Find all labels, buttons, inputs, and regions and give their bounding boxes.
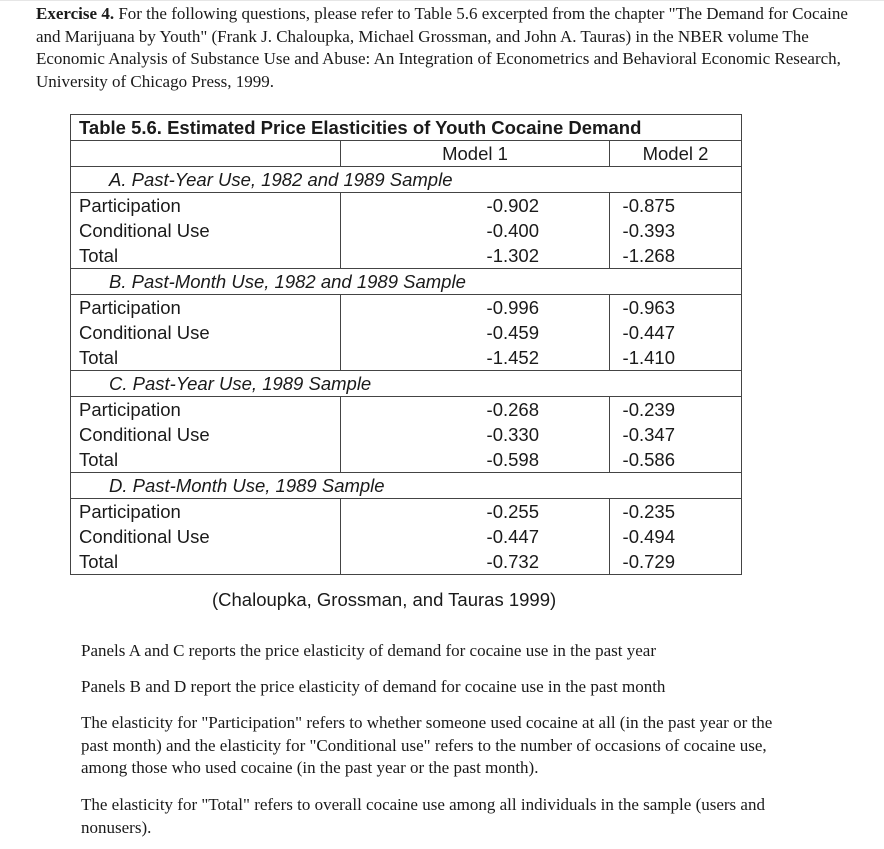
- row-label: Total: [71, 447, 341, 473]
- table-row: [71, 295, 742, 321]
- table-row: [71, 345, 742, 371]
- model-2-value: -1.268: [610, 243, 742, 269]
- model-2-value: -0.393: [610, 218, 742, 243]
- model-2-value: -0.729: [610, 549, 742, 575]
- table-source: (Chaloupka, Grossman, and Tauras 1999): [212, 589, 557, 610]
- row-label: Conditional Use: [71, 422, 341, 447]
- row-label: Participation: [71, 193, 341, 219]
- row-label: Participation: [71, 295, 341, 321]
- top-divider: [0, 0, 884, 1]
- section-row: [71, 473, 742, 499]
- model-1-value: -1.452: [341, 345, 610, 371]
- row-label: Participation: [71, 397, 341, 423]
- model-1-value: -0.330: [341, 422, 610, 447]
- exercise-intro: [36, 3, 856, 93]
- model-2-value: -0.239: [610, 397, 742, 423]
- model-2-value: -0.494: [610, 524, 742, 549]
- note-panels-b-d: Panels B and D report the price elasticity of demand for cocaine use in the past month: [81, 677, 666, 696]
- model-1-value: -1.302: [341, 243, 610, 269]
- section-label: D. Past-Month Use, 1989 Sample: [71, 473, 742, 499]
- model-1-value: -0.459: [341, 320, 610, 345]
- model-2-value: -0.447: [610, 320, 742, 345]
- table-row: [71, 397, 742, 423]
- model-2-value: -0.875: [610, 193, 742, 219]
- row-label: Conditional Use: [71, 524, 341, 549]
- exercise-text: For the following questions, please refer to Table 5.6 excerpted from the chapter "The Demand for Cocaine and Marijuana by Youth" (Frank J. Chaloupka, Michael Grossman, and John A. Tauras) in the NBER volume The Economic Analysis of Substance Use and Abuse: An Integration of Econometrics and Behavioral Economic Research, University of Chicago Press, 1999.: [36, 4, 848, 91]
- model-2-value: -0.586: [610, 447, 742, 473]
- model-2-value: -0.963: [610, 295, 742, 321]
- exercise-label: Exercise: [36, 4, 98, 23]
- table-row: [71, 447, 742, 473]
- table-title-row: [71, 115, 742, 141]
- table-row: [71, 243, 742, 269]
- model-1-value: -0.996: [341, 295, 610, 321]
- section-label: B. Past-Month Use, 1982 and 1989 Sample: [71, 269, 742, 295]
- row-label: Participation: [71, 499, 341, 525]
- row-label: Total: [71, 345, 341, 371]
- note-participation: The elasticity for "Participation" refers to whether someone used cocaine at all (in the past year or the past month) and the elasticity for "Conditional use" refers to the number of occasions of cocaine use, among those who used cocaine (in the past year or the past month).: [81, 713, 773, 777]
- model-1-value: -0.255: [341, 499, 610, 525]
- section-row: [71, 371, 742, 397]
- table-row: [71, 549, 742, 575]
- header-model-1: Model 1: [341, 141, 610, 167]
- section-label: A. Past-Year Use, 1982 and 1989 Sample: [71, 167, 742, 193]
- table-row: [71, 193, 742, 219]
- model-2-value: -1.410: [610, 345, 742, 371]
- row-label: Conditional Use: [71, 218, 341, 243]
- model-2-value: -0.347: [610, 422, 742, 447]
- model-1-value: -0.598: [341, 447, 610, 473]
- model-1-value: -0.732: [341, 549, 610, 575]
- elasticities-table: [70, 114, 742, 575]
- model-1-value: -0.400: [341, 218, 610, 243]
- row-label: Conditional Use: [71, 320, 341, 345]
- header-blank: [71, 141, 341, 167]
- note-panels-a-c: Panels A and C reports the price elasticity of demand for cocaine use in the past year: [81, 641, 656, 660]
- table-title: Table 5.6. Estimated Price Elasticities of Youth Cocaine Demand: [71, 115, 742, 141]
- table-row: [71, 524, 742, 549]
- row-label: Total: [71, 243, 341, 269]
- exercise-number: 4.: [101, 4, 115, 23]
- model-1-value: -0.447: [341, 524, 610, 549]
- table-row: [71, 320, 742, 345]
- section-row: [71, 269, 742, 295]
- table-row: [71, 499, 742, 525]
- table-row: [71, 218, 742, 243]
- section-label: C. Past-Year Use, 1989 Sample: [71, 371, 742, 397]
- row-label: Total: [71, 549, 341, 575]
- note-total: The elasticity for "Total" refers to overall cocaine use among all individuals in the sample (users and nonusers).: [81, 795, 765, 837]
- model-2-value: -0.235: [610, 499, 742, 525]
- table-row: [71, 422, 742, 447]
- table-header-row: [71, 141, 742, 167]
- header-model-2: Model 2: [610, 141, 742, 167]
- model-1-value: -0.268: [341, 397, 610, 423]
- section-row: [71, 167, 742, 193]
- model-1-value: -0.902: [341, 193, 610, 219]
